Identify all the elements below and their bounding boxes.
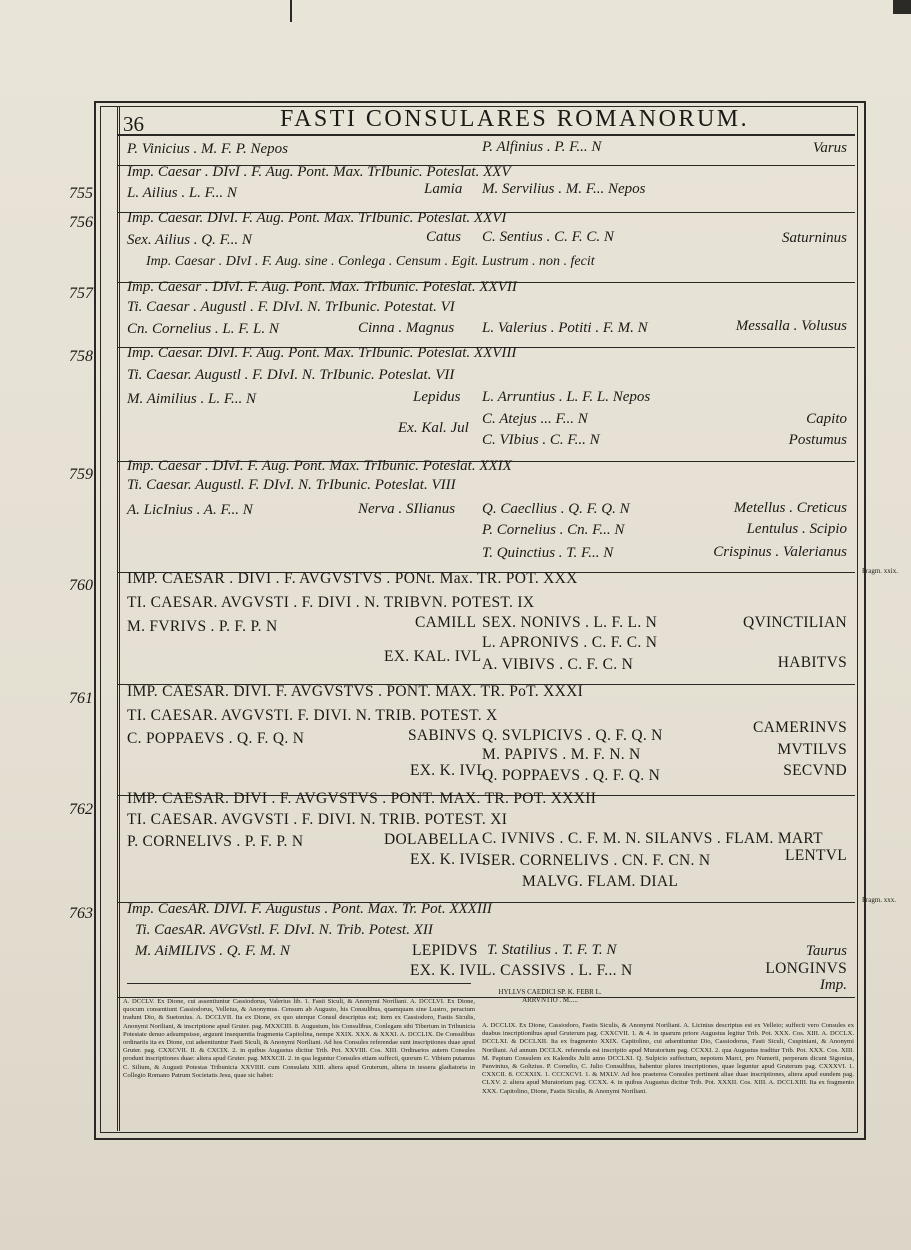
consul-name: Q. SVLPICIVS . Q. F. Q. N [482,727,663,744]
cognomen: Nerva . SIlianus [358,501,456,517]
flamen-title: MALVG. FLAM. DIAL [522,873,679,890]
consul-name: M. Servilius . M. F... Nepos [482,181,646,197]
cognomen: CAMILL [415,614,477,631]
date-note: EX. K. IVL [410,762,487,779]
cognomen: Imp. [819,977,847,993]
consul-name: M. FVRIVS . P. F. P. N [127,618,278,635]
cognomen: Cinna . Magnus [358,320,455,336]
cognomen: HABITVS [777,654,847,671]
imperial-title: IMP. CAESAR. DIVI . F. AVGVSTVS . PONT. MAX. TR. POT. XXXII [127,790,597,807]
cognomen: LONGINVS [765,960,847,977]
consul-name: Q. POPPAEVS . Q. F. Q. N [482,767,661,784]
scan-mark [893,0,911,14]
cognomen: Saturninus [781,230,847,246]
year-label: 758 [69,348,93,365]
consul-name: T. Quinctius . T. F... N [482,545,614,561]
censorship-note: Imp. Caesar . DIvI . F. Aug. sine . Conlega . Censum . Egit. Lustrum . non . fecit [146,254,595,269]
date-note: EX. KAL. IVL [384,648,482,665]
imperial-title: Imp. Caesar. DIvI. F. Aug. Pont. Max. TrIbunic. Poteslat. XXVI [127,210,507,226]
cognomen: SECVND [783,762,847,779]
consul-name: Q. Caecllius . Q. F. Q. N [482,501,630,517]
margin-note: Fragm. xxx. [862,896,897,904]
consul-name: C. Atejus ... F... N [482,411,588,427]
year-label: 757 [69,285,93,302]
cognomen: Capito [806,411,847,427]
cognomen: Catus [426,229,462,245]
consul-name: Cn. Cornelius . L. F. L. N [127,321,279,337]
imperial-title: Imp. Caesar. DIvI. F. Aug. Pont. Max. TrIbunic. Poteslat. XXVIII [127,345,517,361]
consul-name: L. Arruntius . L. F. L. Nepos [482,389,651,405]
cognomen: QVINCTILIAN [742,614,847,631]
consul-name: P. Vinicius . M. F. P. Nepos [127,141,288,157]
header-rule [117,134,855,136]
cognomen: Taurus [805,943,847,959]
year-label: 759 [69,466,93,483]
consul-name: L. APRONIVS . C. F. C. N [482,634,658,651]
consul-name: C. POPPAEVS . Q. F. Q. N [127,730,305,747]
cognomen: Crispinus . Valerianus [713,544,847,560]
consul-name: Sex. Ailius . Q. F... N [127,232,252,248]
consul-name: L. CASSIVS . L. F... N [482,962,633,979]
cognomen: LENTVL [784,847,847,864]
consul-name: P. Alfinius . P. F... N [482,139,602,155]
consul-name: A. LicInius . A. F... N [127,502,253,518]
year-column-rule [117,106,120,1131]
cognomen: Messalla . Volusus [735,318,847,334]
date-note: EX. K. IVL [410,851,487,868]
footnotes-right: A. DCCLIX. Ex Dione, Cassiodoro, Fastis Siculis, & Anonymi Noriliani. A. Licinius descriptus est ex Velleio; suffecti vero Consules ex duabus inscriptionibus apud Gruterum pag. CXXCVII. 1. & 4. in quarum priore Augustus legitur Trib. Pot. XXX. Cos. XIII. A. DCCLX. DCCLXI. & DCCLXII. Ita ex fragmento XXIX. Capitolino, cui adsentiuntur Dio, Cassiodorus, Fasti Siculi, Cuspiniani, & Anonymi Noriliani. Ad annum DCCLX. referenda est inscriptio apud Muratorium pag. CCXXI. 2. qua Augustus traditur Trib. Pot. XXX. Cos. XIII. M. Papium Consulem ex Kalendis Julii anno DCCLXI. Q. Sulpicio suffectum, nepotem Marci, pro Numerii, perperam dicunt Sigonius, Panvinius, & Goltzius. P. Cornelio, C. Julio Consulibus, habentur plures inscriptiones, quae leguntur apud Gruterum pag. CXXXVI. 1. CXXCII. 8. CCXXIX. 1. CCCXCVI. 1. & MXLV. Ad hos praeterea Consules pertinent aliae duae inscriptiones, altera apud eundem pag. CLXV. 2. altera apud Muratorium pag. CCXX. 4. in quibus Augustus dicitur Trib. Pot. XXXII. Cos. XIII. A. DCCLXIII. Ita ex fragmento XXX. Capitolino, Dione, Fastis Siculis, & Anonymi Noriliani. [482,1022,854,1095]
consul-name: P. CORNELIVS . P. F. P. N [127,833,304,850]
imperial-title: TI. CAESAR. AVGVSTI . F. DIVI. N. TRIB. POTEST. XI [127,811,508,828]
scan-mark [290,0,292,22]
imperial-title: TI. CAESAR. AVGVSTI . F. DIVI . N. TRIBVN. POTEST. IX [127,594,535,611]
cognomen: LEPIDVS [412,942,478,959]
imperial-title: IMP. CAESAR . DIVI . F. AVGVSTVS . PONt. Max. TR. POT. XXX [127,570,578,587]
imperial-title: Ti. Caesar . Augustl . F. DIvI. N. TrIbunic. Potestat. VI [127,299,455,315]
imperial-title: Imp. CaesAR. DIVI. F. Augustus . Pont. Max. Tr. Pot. XXXIII [127,901,492,917]
cognomen: MVTILVS [777,741,847,758]
date-note: EX. K. IVL [410,962,487,979]
consul-name: T. Statilius . T. F. T. N [487,942,617,958]
cognomen: Lepidus [413,389,461,405]
consul-name: C. IVNIVS . C. F. M. N. SILANVS . FLAM. MART [482,830,823,847]
year-label: 763 [69,905,93,922]
imperial-title: Ti. Caesar. Augustl. F. DIvI. N. TrIbunic. Poteslat. VIII [127,477,456,493]
cognomen: Postumus [788,432,847,448]
year-label: 760 [69,577,93,594]
cognomen: Metellus . Creticus [733,500,847,516]
cognomen: SABINVS [408,727,477,744]
consul-name: M. PAPIVS . M. F. N. N [482,746,641,763]
imperial-title: Ti. CaesAR. AVGVstl. F. DIvI. N. Trib. Potest. XII [135,922,433,938]
year-label: 756 [69,214,93,231]
year-label: 761 [69,690,93,707]
cognomen: Varus [812,140,847,156]
imperial-title: Imp. Caesar . DIvI . F. Aug. Pont. Max. TrIbunic. Poteslat. XXV [127,164,511,180]
margin-note: Fragm. xxix. [862,567,898,575]
cognomen: Lentulus . Scipio [746,521,847,537]
cognomen: CAMERINVS [753,719,847,736]
year-label: 755 [69,185,93,202]
consul-name: L. Valerius . Potiti . F. M. N [482,320,648,336]
date-note: Ex. Kal. Jul [398,420,469,436]
page-number: 36 [123,112,144,136]
imperial-title: TI. CAESAR. AVGVSTI. F. DIVI. N. TRIB. POTEST. X [127,707,498,724]
consul-name: A. VIBIVS . C. F. C. N [482,656,634,673]
cognomen: Lamia [424,181,463,197]
consul-name: SEX. NONIVS . L. F. L. N [482,614,658,631]
consul-name: M. Aimilius . L. F... N [127,391,257,407]
page-title: FASTI CONSULARES ROMANORUM. [280,106,750,132]
imperial-title: Imp. Caesar . DIvI. F. Aug. Pont. Max. TrIbunic. Poteslat. XXVII [127,279,517,295]
consul-name: L. Ailius . L. F... N [127,185,237,201]
consul-name: C. VIbius . C. F... N [482,432,600,448]
consul-name: M. AiMILIVS . Q. F. M. N [135,943,290,959]
imperial-title: Ti. Caesar. Augustl . F. DIvI. N. TrIbunic. Poteslat. VII [127,367,455,383]
short-rule [127,983,471,984]
cognomen: DOLABELLA [384,831,480,848]
year-label: 762 [69,801,93,818]
footnotes-left: A. DCCLV. Ex Dione, cui assentiuntur Cassiodorus, Valerius lib. 1. Fasti Siculi, & Anonymi Noriliani. A. DCCLVI. Ex Dione, quocum consentiunt Cassiodorus, Velleius, & Anonymus. Censum ab Augusto, his Consulibus, quamquam sine Lustro, peractum tradunt Dio, & Suetonius. A. DCCLVII. Ita ex Dione, ex quo uterque Consul descriptus est; item ex Cassiodoro, Fastis Siculis, Anonymi Noriliani, & inscriptione apud Gruter. pag. MXXCIII. 8. Augustum, his Consulibus, Conlegam sibi Tiberium in Tribunicia Potestate denuo adsumpsisse, arguunt insequentia fragmenta Capitolina, nempe XXIX. XXX. & XXXI. A. DCCLIX. De Consulibus ordinariis ita ex Dione, cui adsentiuntur Fasti Siculi, & Anonymi Noriliani. Ad hos Consules referendae sunt inscriptiones duae apud Gruter. pag. CXXCVII. II. & CXCIX. 2. in quibus Augustus dicitur Trib. Pot. XXVIII. Cos. XIII. Ordinarios autem Consules produnt inscriptiones duae: altera apud Gruter. pag. MXXCII. 2. in qua leguntur Consules etiam suffecti, quorum C. Vibium putamus C. Silium, & Augusti Potestas Tribunicia XXVIIII. cum Consulatu XIII. altera apud Gruterum, altera in tessera gladiatoria in Collegio Romano Patrum Societatis Jesu, quae sic habet: [123,998,475,1079]
consul-name: SER. CORNELIVS . CN. F. CN. N [482,852,711,869]
consul-name: P. Cornelius . Cn. F... N [482,522,625,538]
imperial-title: Imp. Caesar . DIvI. F. Aug. Pont. Max. TrIbunic. Poteslat. XXIX [127,458,512,474]
imperial-title: IMP. CAESAR. DIVI. F. AVGVSTVS . PONT. MAX. TR. PoT. XXXI [127,683,584,700]
inscription-block: HYLLVS CAEDICI SP. K. FEBR L. ARRVNTIO . M..... [498,988,602,1004]
consul-name: C. Sentius . C. F. C. N [482,229,614,245]
